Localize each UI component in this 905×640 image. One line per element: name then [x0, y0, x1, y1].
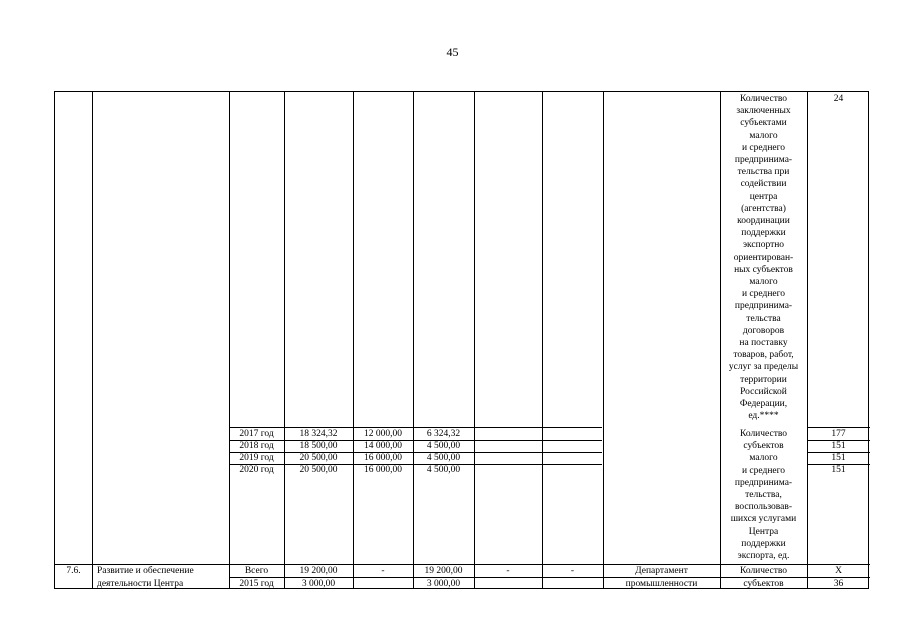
page-number: 45: [446, 45, 459, 59]
item-number: 7.6.: [66, 566, 81, 576]
indicator-text-export-center-users: Количество субъектов малого и среднего предпринима- тельства, воспользовав- шихся услугами Центра поддержки экспорта, ед.: [730, 429, 797, 562]
item-name-line-1: Развитие и обеспечение: [97, 566, 194, 576]
budget-table: Количество заключенных субъектами малого и среднего предпринима- тельства при содействии центра (агентства) координации поддержки экспортно ориентирован- ных субъектов малого и среднего предпринима- тельства договоров на поставку товаров, работ, услуг за пределы территории Российской Федерации, ед.**** 24 2017 год 18 324,32 12 000,00 6 324,32 177 2018 год 18 500,00 14 000,00 4 500,00 151 2019 год 20 500,00 16 000,00 4 500,00 151 2020 год 20 500,00 16 000,00 4 500,00 151 Количество субъектов малого и среднего предпринима- тельства, воспользовав- шихся услугами Центра поддержки экспорта, ед. 7.6. Развитие и обеспечение деятельности Центра Всего 19 200,00 - 19 200,00 - - Департамент Количество X 2015 год 3 000,00 3 000,00 промышленности субъектов 36: [54, 91, 869, 589]
indicator-value: 24: [833, 94, 844, 104]
item-name-line-2: деятельности Центра: [97, 579, 184, 589]
indicator-text-export-contracts: Количество заключенных субъектами малого и среднего предпринима- тельства при содействии центра (агентства) координации поддержки экспортно ориентирован- ных субъектов малого и среднего предпринима- тельства договоров на поставку товаров, работ, услуг за пределы территории Российской Федерации, ед.****: [728, 94, 799, 422]
